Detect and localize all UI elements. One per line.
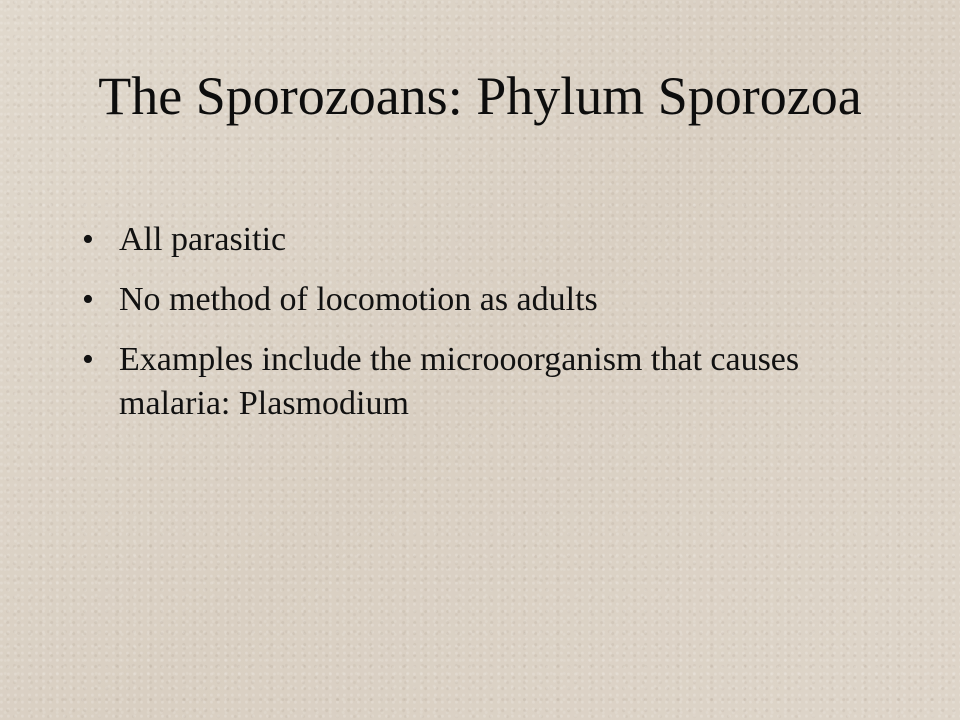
bullet-item xyxy=(82,338,882,426)
bullet-text: Examples include the microoorganism that causes malaria: Plasmodium xyxy=(119,341,800,422)
bullet-text: All parasitic xyxy=(119,221,287,258)
bullet-item xyxy=(82,218,882,262)
bullet-item xyxy=(82,278,882,322)
bullet-text: No method of locomotion as adults xyxy=(119,281,598,318)
bullet-icon: • xyxy=(82,221,94,258)
bullet-list xyxy=(82,218,882,442)
bullet-icon: • xyxy=(82,281,94,318)
slide-title: The Sporozoans: Phylum Sporozoa xyxy=(98,66,862,126)
bullet-icon: • xyxy=(82,341,94,378)
